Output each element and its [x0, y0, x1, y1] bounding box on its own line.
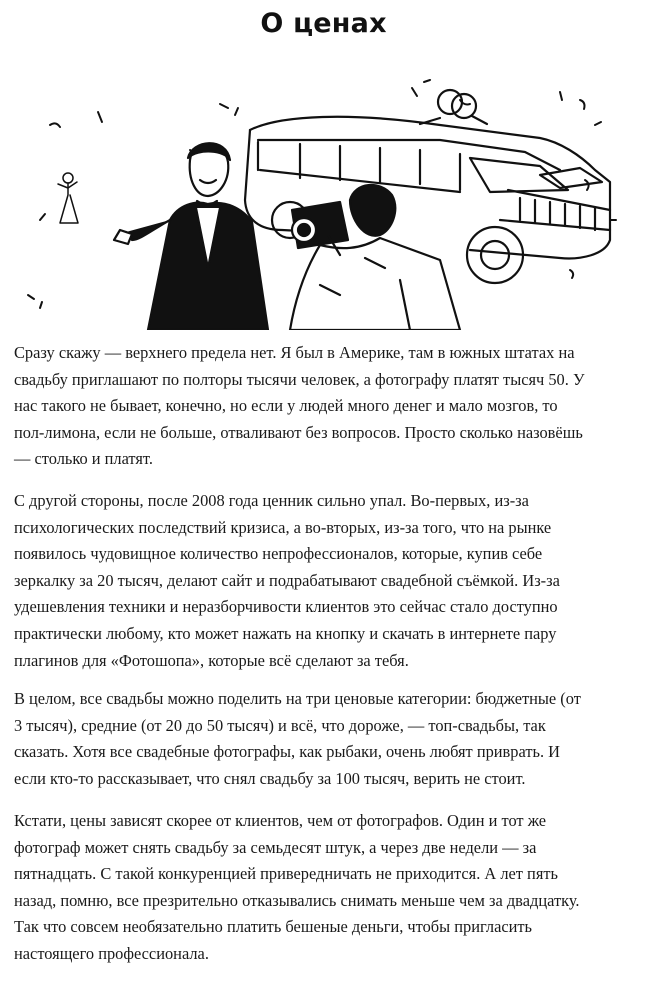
text-line: Так что совсем необязательно платить бешеные деньги, чтобы пригласить: [14, 917, 533, 937]
text-line: сказать. Хотя все свадебные фотографы, как рыбаки, очень любят приврать. И: [14, 742, 561, 762]
text-line: С другой стороны, после 2008 года ценник сильно упал. Во-первых, из-за: [14, 491, 529, 510]
text-line: психологических последствий кризиса, а во-вторых, из-за того, что на рынке: [14, 517, 552, 537]
text-line: плагинов для «Фотошопа», которые всё сделают за тебя.: [14, 650, 409, 670]
text-line: В целом, все свадьбы можно поделить на три ценовые категории: бюджетные (от: [14, 689, 581, 708]
groom-figure: [114, 143, 268, 330]
text-line: фотограф может снять свадьбу за семьдесят штук, а через две недели — за: [14, 837, 537, 857]
limousine: [245, 90, 610, 283]
text-line: назад, помню, все презрительно отказывались снимать меньше чем за двадцатку.: [14, 890, 580, 910]
wedding-limousine-illustration: [20, 70, 630, 330]
photographer-figure: [290, 185, 460, 330]
text-line: пол-лимона, если не больше, отваливают без вопросов. Просто сколько назовёшь: [14, 422, 583, 442]
paragraph: [14, 686, 634, 792]
bride-figure: [58, 173, 78, 223]
text-line: зеркалку за 20 тысяч, делают сайт и подрабатывают свадебной съёмкой. Из-за: [14, 570, 560, 590]
text-line: удешевления техники и неразборчивости клиентов это сейчас стало доступно: [14, 597, 558, 617]
text-line: 3 тысяч), средние (от 20 до 50 тысяч) и всё, что дороже, — топ-свадьбы, так: [14, 715, 546, 735]
text-line: Сразу скажу — верхнего предела нет. Я был в Америке, там в южных штатах на: [14, 343, 575, 362]
text-line: — столько и платят.: [14, 449, 153, 469]
text-line: свадьбу приглашают по полторы тысячи человек, а фотографу платят тысяч 50. У: [14, 369, 585, 389]
page-title: О ценах: [260, 8, 387, 39]
paragraph: [14, 488, 634, 674]
text-line: появилось чудовищное количество непрофессионалов, которые, купив себе: [14, 544, 543, 564]
text-line: настоящего профессионала.: [14, 943, 209, 963]
text-line: практически любому, кто может нажать на кнопку и скачать в интернете пару: [14, 623, 557, 643]
text-line: нас такого не бывает, конечно, но если у людей много денег и мало мозгов, то: [14, 396, 558, 416]
text-line: если кто-то рассказывает, что снял свадьбу за 100 тысяч, верить не стоит.: [14, 768, 526, 788]
text-line: пятнадцать. С такой конкуренцией привередничать не приходится. А лет пять: [14, 864, 559, 884]
paragraph: [14, 808, 634, 968]
text-line: Кстати, цены зависят скорее от клиентов, чем от фотографов. Один и тот же: [14, 811, 547, 830]
paragraph: [14, 340, 634, 473]
